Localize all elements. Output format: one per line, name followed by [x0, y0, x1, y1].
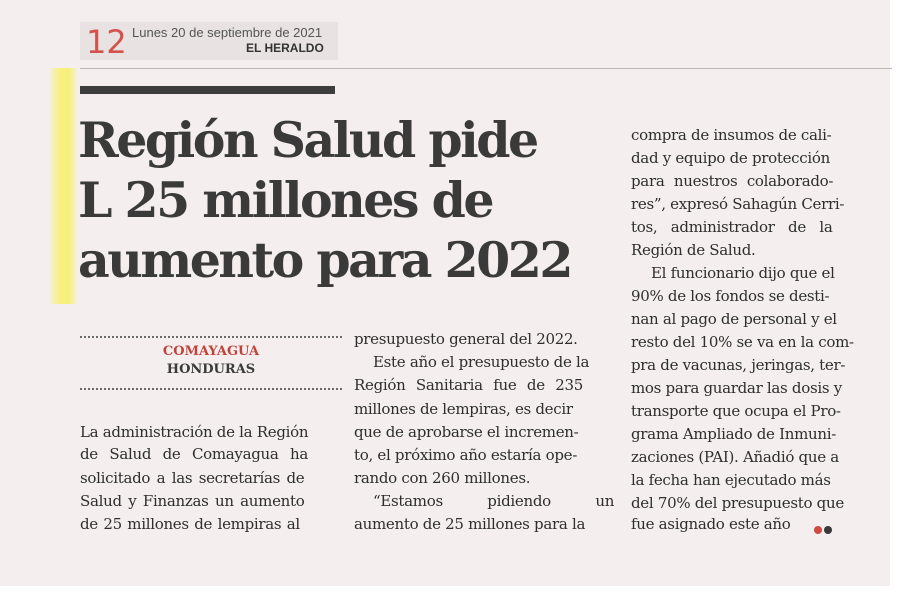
header-rule [80, 68, 892, 69]
body-line-col1: La administración de la Región [80, 423, 309, 441]
publication-name: EL HERALDO [246, 41, 324, 55]
body-line-col2: millones de lempiras, es decir [354, 400, 573, 418]
body-line-col3: fue asignado este año [631, 515, 791, 533]
highlighter-mark [50, 68, 77, 304]
body-line-col3: la fecha han ejecutado más [631, 471, 831, 489]
body-line-col3: 90% de los fondos se desti- [631, 287, 830, 305]
headline-line: L 25 millones de [78, 171, 493, 229]
scan-margin-bottom [0, 586, 900, 594]
body-line-col3: mos para guardar las dosis y [631, 379, 842, 397]
body-line-col2: Este año el presupuesto de la [373, 353, 590, 371]
body-line-col3: del 70% del presupuesto que [631, 494, 844, 512]
body-line-col3: res”, expresó Sahagún Cerri- [631, 195, 845, 213]
headline-line: aumento para 2022 [78, 231, 571, 289]
body-line-col2: presupuesto general del 2022. [354, 330, 578, 348]
location-city: COMAYAGUA [162, 344, 260, 359]
end-of-article-marker [814, 519, 834, 538]
body-line-col2: aumento de 25 millones para la [354, 515, 586, 533]
body-line-col3: compra de insumos de cali- [631, 126, 832, 144]
headline-kicker-bar [80, 86, 335, 94]
body-line-col3: grama Ampliado de Inmuni- [631, 425, 836, 443]
body-line-col3: para nuestros colaborado- [631, 172, 834, 190]
end-dot-red [814, 526, 822, 534]
body-line-col3: tos, administrador de la [631, 218, 833, 236]
end-dot-dark [824, 526, 832, 534]
body-line-col2: Región Sanitaria fue de 235 [354, 376, 583, 394]
body-line-col3: zaciones (PAI). Añadió que a [631, 448, 839, 466]
location-country: HONDURAS [166, 362, 256, 377]
body-line-col2: rando con 260 millones. [354, 469, 531, 487]
body-line-col1: Salud y Finanzas un aumento [80, 492, 305, 510]
body-line-col2: que de aprobarse el incremen- [354, 423, 579, 441]
headline-line: Región Salud pide [78, 111, 537, 169]
location-top-rule [80, 336, 342, 338]
body-line-col2: “Estamos pidiendo un [373, 492, 615, 510]
body-line-col3: Región de Salud. [631, 241, 756, 259]
body-line-col1: de 25 millones de lempiras al [80, 515, 300, 533]
page-number: 12 [86, 23, 127, 61]
header-date: Lunes 20 de septiembre de 2021 [132, 25, 323, 40]
body-line-col3: transporte que ocupa el Pro- [631, 402, 841, 420]
body-line-col1: solicitado a las secretarías de [80, 469, 305, 487]
body-line-col3: resto del 10% se va en la com- [631, 333, 854, 351]
body-line-col3: pra de vacunas, jeringas, ter- [631, 356, 846, 374]
location-bottom-rule [80, 388, 342, 390]
body-line-col3: dad y equipo de protección [631, 149, 830, 167]
body-line-col2: to, el próximo año estaría ope- [354, 446, 578, 464]
headline [78, 110, 618, 290]
body-line-col3: nan al pago de personal y el [631, 310, 837, 328]
scan-margin-right [890, 0, 900, 594]
body-line-col3: El funcionario dijo que el [651, 264, 835, 282]
body-line-col1: de Salud de Comayagua ha [80, 445, 309, 463]
